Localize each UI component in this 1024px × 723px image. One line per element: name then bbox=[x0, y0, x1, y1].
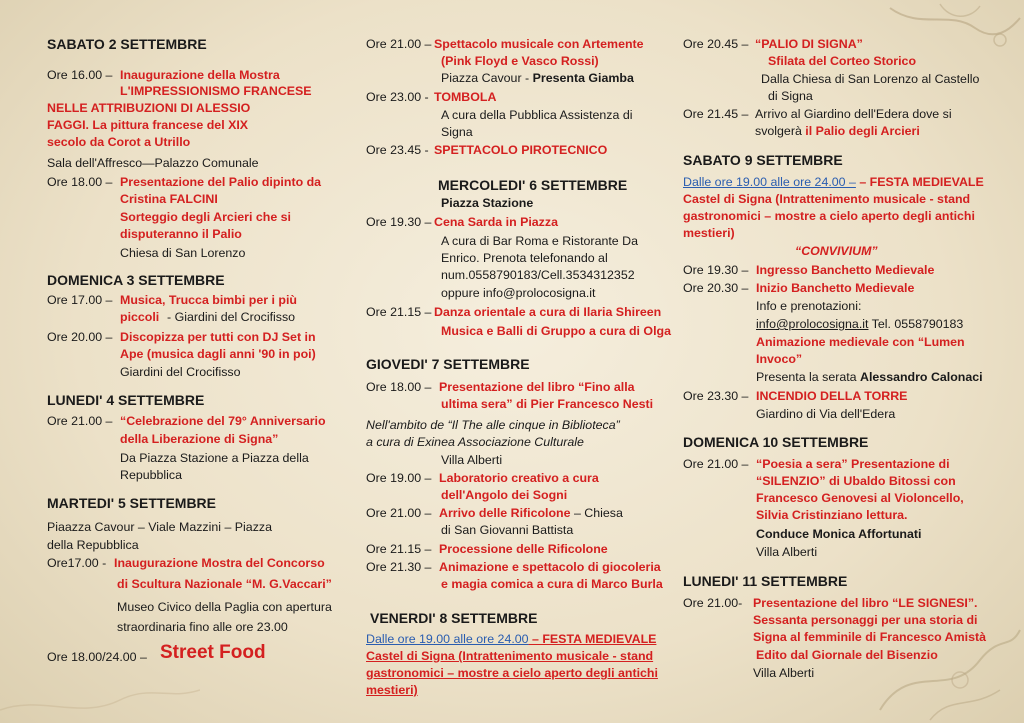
event-place: Chiesa di San Lorenzo bbox=[120, 246, 246, 260]
event-title: “Poesia a sera” Presentazione di bbox=[756, 457, 950, 471]
event-title: dell'Angolo dei Sogni bbox=[441, 488, 568, 502]
event-time: Ore 21.00- bbox=[683, 596, 743, 610]
event-title: Arrivo delle Rificolone – Chiesa bbox=[439, 506, 623, 520]
event-desc: Enrico. Prenota telefonando al bbox=[441, 251, 608, 265]
event-title: piccoli bbox=[120, 310, 160, 324]
event-place: Piazza Stazione bbox=[441, 196, 534, 210]
event-title: e magia comica a cura di Marco Burla bbox=[441, 577, 663, 591]
event-time: Ore 21.15 – bbox=[366, 305, 432, 319]
event-title: Musica, Trucca bimbi per i più bbox=[120, 293, 297, 307]
event-title: Spettacolo musicale con Artemente bbox=[434, 37, 644, 51]
event-title: Invoco” bbox=[756, 352, 803, 366]
street-food-title: Street Food bbox=[160, 642, 266, 663]
column-3 bbox=[683, 0, 1003, 723]
presenter: Presenta Giamba bbox=[532, 71, 634, 85]
day-heading-domenica-10: DOMENICA 10 SETTEMBRE bbox=[683, 434, 869, 450]
event-time: Ore 21.30 – bbox=[366, 560, 432, 574]
festa-title: – FESTA MEDIEVALE bbox=[528, 632, 657, 646]
event-place: di San Giovanni Battista bbox=[441, 523, 574, 537]
event-time: Ore 16.00 – bbox=[47, 68, 113, 82]
event-place: Signa bbox=[441, 125, 473, 139]
event-place: Museo Civico della Paglia con apertura bbox=[117, 600, 332, 614]
event-time: Ore 19.30 – bbox=[683, 263, 749, 277]
day-heading-domenica-3: DOMENICA 3 SETTEMBRE bbox=[47, 272, 225, 288]
event-title: “SILENZIO” di Ubaldo Bitossi con bbox=[756, 474, 956, 488]
day-heading-venerdi-8: VENERDI' 8 SETTEMBRE bbox=[370, 610, 538, 626]
event-title: disputeranno il Palio bbox=[120, 227, 242, 241]
event-title: Musica e Balli di Gruppo a cura di Olga bbox=[441, 324, 671, 338]
event-title: della Liberazione di Signa” bbox=[120, 432, 279, 446]
route: Piaazza Cavour – Viale Mazzini – Piazza bbox=[47, 520, 272, 534]
day-heading-lunedi-4: LUNEDI' 4 SETTEMBRE bbox=[47, 392, 205, 408]
event-place: straordinaria fino alle ore 23.00 bbox=[117, 620, 288, 634]
event-title: Francesco Genovesi al Violoncello, bbox=[756, 491, 964, 505]
email-link[interactable]: info@prolocosigna.it bbox=[756, 317, 869, 331]
event-place: Giardini del Crocifisso bbox=[120, 365, 241, 379]
event-time: Ore 21.00 – bbox=[47, 414, 113, 428]
event-title: Presentazione del libro “LE SIGNESI”. bbox=[753, 596, 978, 610]
event-time: Ore 18.00/24.00 – bbox=[47, 650, 147, 664]
info-label: Info e prenotazioni: bbox=[756, 299, 862, 313]
event-time: Ore 17.00 – bbox=[47, 293, 113, 307]
contact-line bbox=[756, 317, 963, 332]
event-place: Villa Alberti bbox=[756, 545, 818, 559]
event-title: FAGGI. La pittura francese del XIX bbox=[47, 118, 249, 132]
event-desc: Arrivo al Giardino dell'Edera dove si bbox=[755, 107, 952, 121]
event-time: Ore 21.00 – bbox=[683, 457, 749, 471]
festa-desc: Castel di Signa (Intrattenimento musicale - stand bbox=[683, 192, 971, 206]
festa-desc: mestieri) bbox=[683, 226, 735, 240]
event-time: Ore 21.15 – bbox=[366, 542, 432, 556]
event-place: Giardino di Via dell'Edera bbox=[756, 407, 896, 421]
event-title: L'IMPRESSIONISMO FRANCESE bbox=[120, 84, 312, 98]
publisher: Edito dal Giornale del Bisenzio bbox=[756, 648, 938, 662]
event-title: Ingresso Banchetto Medievale bbox=[756, 263, 935, 277]
event-place: Villa Alberti bbox=[753, 666, 815, 680]
event-place: Repubblica bbox=[120, 468, 182, 482]
event-title: ultima sera” di Pier Francesco Nesti bbox=[441, 397, 654, 411]
event-time: Ore 21.00 – bbox=[366, 37, 432, 51]
column-2 bbox=[366, 0, 678, 723]
event-time: Ore 18.00 – bbox=[366, 380, 432, 394]
event-title: Sfilata del Corteo Storico bbox=[768, 54, 917, 68]
day-heading-mercoledi-6: MERCOLEDI' 6 SETTEMBRE bbox=[438, 177, 628, 193]
day-heading-sabato-9: SABATO 9 SETTEMBRE bbox=[683, 152, 843, 168]
event-time: Ore 19.30 – bbox=[366, 215, 432, 229]
event-note: Nell'ambito de “Il The alle cinque in Biblioteca” bbox=[366, 418, 620, 432]
event-time: Ore 21.00 – bbox=[366, 506, 432, 520]
event-title: Silvia Cristinziano lettura. bbox=[756, 508, 908, 522]
event-title: Processione delle Rificolone bbox=[439, 542, 608, 556]
event-desc: oppure info@prolocosigna.it bbox=[441, 286, 596, 300]
event-title: Animazione e spettacolo di giocoleria bbox=[439, 560, 661, 574]
event-title: Signa al femminile di Francesco Amistà bbox=[753, 630, 986, 644]
event-title: secolo da Corot a Utrillo bbox=[47, 135, 191, 149]
event-time: Ore17.00 - bbox=[47, 556, 107, 570]
event-title: Cena Sarda in Piazza bbox=[434, 215, 558, 229]
event-title: SPETTACOLO PIROTECNICO bbox=[434, 143, 608, 157]
event-time: Ore 19.00 – bbox=[366, 471, 432, 485]
event-title: TOMBOLA bbox=[434, 90, 497, 104]
festa-desc: Castel di Signa (Intrattenimento musicale - stand bbox=[366, 649, 654, 663]
event-place: Villa Alberti bbox=[441, 453, 503, 467]
event-place: - Giardini del Crocifisso bbox=[167, 310, 296, 324]
column-1 bbox=[47, 0, 347, 723]
event-time: Ore 23.30 – bbox=[683, 389, 749, 403]
convivium-title: “CONVIVIUM” bbox=[795, 244, 878, 258]
event-title: Sessanta personaggi per una storia di bbox=[753, 613, 978, 627]
event-title: INCENDIO DELLA TORRE bbox=[756, 389, 908, 403]
event-title: Danza orientale a cura di Ilaria Shireen bbox=[434, 305, 662, 319]
event-place: Piazza Cavour - Presenta Giamba bbox=[441, 71, 634, 85]
presenter-line: Presenta la serata Alessandro Calonaci bbox=[756, 370, 983, 384]
event-desc: num.0558790183/Cell.3534312352 bbox=[441, 268, 635, 282]
day-heading-martedi-5: MARTEDI' 5 SETTEMBRE bbox=[47, 495, 217, 511]
event-title: Laboratorio creativo a cura bbox=[439, 471, 599, 485]
event-place: A cura della Pubblica Assistenza di bbox=[441, 108, 633, 122]
event-time: Ore 20.30 – bbox=[683, 281, 749, 295]
event-time: Ore 20.00 – bbox=[47, 330, 113, 344]
festa-desc: gastronomici – mostre a cielo aperto degli antichi bbox=[366, 666, 658, 680]
event-time: Ore 23.00 - bbox=[366, 90, 429, 104]
event-title: NELLE ATTRIBUZIONI DI ALESSIO bbox=[47, 101, 251, 115]
event-desc: A cura di Bar Roma e Ristorante Da bbox=[441, 234, 638, 248]
event-title: Inizio Banchetto Medievale bbox=[756, 281, 915, 295]
event-title: “PALIO DI SIGNA” bbox=[755, 37, 863, 51]
event-desc: svolgerà il Palio degli Arcieri bbox=[755, 124, 920, 138]
event-title: il Palio degli Arcieri bbox=[805, 124, 920, 138]
event-author: di Pier Francesco Nesti bbox=[512, 397, 654, 411]
presenter: Alessandro Calonaci bbox=[860, 370, 983, 384]
phone: Tel. 0558790183 bbox=[868, 317, 964, 331]
event-place: Da Piazza Stazione a Piazza della bbox=[120, 451, 309, 465]
event-title: “Celebrazione del 79° Anniversario bbox=[120, 414, 326, 428]
event-time: Ore 20.45 – bbox=[683, 37, 749, 51]
event-place: Dalla Chiesa di San Lorenzo al Castello bbox=[761, 72, 980, 86]
event-title: Inaugurazione Mostra del Concorso bbox=[114, 556, 325, 570]
festa-desc: gastronomici – mostre a cielo aperto degli antichi bbox=[683, 209, 975, 223]
event-title: Discopizza per tutti con DJ Set in bbox=[120, 330, 316, 344]
event-title: Inaugurazione della Mostra bbox=[120, 68, 280, 82]
event-title: Ape (musica dagli anni '90 in poi) bbox=[120, 347, 316, 361]
event-title: Sorteggio degli Arcieri che si bbox=[120, 210, 291, 224]
route: della Repubblica bbox=[47, 538, 139, 552]
event-title: (Pink Floyd e Vasco Rossi) bbox=[441, 54, 599, 68]
festa-title: – FESTA MEDIEVALE bbox=[855, 175, 984, 189]
conduce: Conduce Monica Affortunati bbox=[756, 527, 922, 541]
festa-hours: Dalle ore 19.00 alle ore 24.00 – – FESTA MEDIEVALE bbox=[683, 175, 984, 189]
event-title: Presentazione del Palio dipinto da bbox=[120, 175, 322, 189]
event-place: di Signa bbox=[768, 89, 813, 103]
event-title: di Scultura Nazionale “M. G.Vaccari” bbox=[117, 577, 332, 591]
event-title: Presentazione del libro “Fino alla bbox=[439, 380, 635, 394]
event-place: Sala dell'Affresco—Palazzo Comunale bbox=[47, 156, 259, 170]
festa-desc: mestieri) bbox=[366, 683, 418, 697]
festa-hours: Dalle ore 19.00 alle ore 24.00 – FESTA MEDIEVALE bbox=[366, 632, 657, 646]
event-time: Ore 18.00 – bbox=[47, 175, 113, 189]
day-heading-lunedi-11: LUNEDI' 11 SETTEMBRE bbox=[683, 573, 848, 589]
day-heading-giovedi-7: GIOVEDI' 7 SETTEMBRE bbox=[366, 356, 530, 372]
event-title: Animazione medievale con “Lumen bbox=[756, 335, 965, 349]
event-title: Cristina FALCINI bbox=[120, 192, 218, 206]
event-time: Ore 21.45 – bbox=[683, 107, 749, 121]
day-heading-sabato-2: SABATO 2 SETTEMBRE bbox=[47, 36, 207, 52]
event-note: a cura di Exinea Associazione Culturale bbox=[366, 435, 584, 449]
event-time: Ore 23.45 - bbox=[366, 143, 429, 157]
